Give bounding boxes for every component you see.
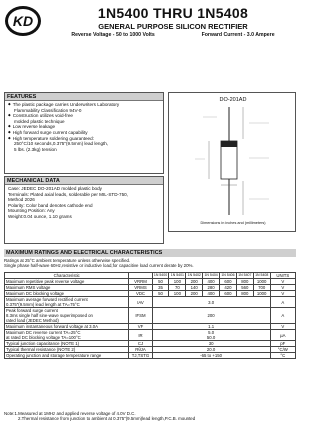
- feature-item: ◆ Low reverse leakage: [8, 124, 160, 130]
- row-value: 700: [253, 285, 270, 291]
- col-device: 1N 5402: [187, 272, 201, 277]
- row-symbol: VRMS: [129, 285, 152, 291]
- row-value: 800: [236, 279, 253, 285]
- row-unit: A: [270, 308, 295, 324]
- row-label-line: Maximum average forward rectified current: [6, 297, 88, 302]
- feature-item: 5 lbs. (2.3kg) tension: [14, 146, 57, 152]
- row-label-line: Maximum DC reverse current TA=25°C: [6, 330, 81, 335]
- row-value: 200: [186, 279, 203, 285]
- row-label: Operating junction and storage temperature range: [5, 353, 129, 359]
- row-label: Maximum RMS voltage: [5, 285, 129, 291]
- ratings-table: [4, 272, 296, 359]
- feature-item: ◆ The plastic package carries Underwriters Laboratory: [8, 102, 160, 108]
- row-label: [5, 297, 129, 308]
- row-unit: V: [270, 279, 295, 285]
- kd-logo: [4, 5, 42, 37]
- feature-item: molded plastic technique: [14, 118, 65, 124]
- row-symbol: RθJA: [129, 347, 152, 353]
- note-line: 2.Thermal resistance from junction to ambient at 0.375"(9.5mm)lead length,P.C.B. mounted: [18, 416, 196, 422]
- table-row: [5, 330, 296, 341]
- note-line: Note:1.Measured at 1MHz and applied reverse voltage of 4.0V D.C.: [4, 411, 136, 416]
- features-list: [5, 101, 163, 153]
- page-title: 1N5400 THRU 1N5408: [97, 5, 249, 21]
- row-value: 600: [220, 291, 237, 297]
- mechanical-panel: [4, 176, 164, 244]
- ratings-note-line: Ratings at 25°C ambient temperature unless otherwise specified.: [4, 258, 131, 263]
- feature-item: Flammability Classification 94V-0: [14, 107, 82, 113]
- col-device: 1N 5407: [238, 272, 252, 277]
- row-value: 200: [152, 308, 270, 324]
- row-unit: °C: [270, 353, 295, 359]
- row-symbol: TJ,TSTG: [129, 353, 152, 359]
- row-symbol: VF: [129, 324, 152, 330]
- mechanical-item: Terminals: Plated axial leads, solderable per MIL-STD-750,: [8, 191, 129, 197]
- col-characteristic: Characteristic: [5, 273, 129, 279]
- mechanical-list: [5, 185, 163, 221]
- row-label-line: at rated DC blocking voltage TA=100°C: [6, 335, 81, 340]
- row-value: 1.1: [152, 324, 270, 330]
- row-value: 70: [169, 285, 186, 291]
- feature-item: ◆ High temperature soldering guaranteed:: [8, 136, 160, 142]
- subtitle: GENERAL PURPOSE SILICON RECTIFIER: [98, 22, 248, 31]
- row-value: 800: [236, 291, 253, 297]
- col-device: 1N 5406: [221, 272, 235, 277]
- row-value: 1000: [253, 279, 270, 285]
- row-value: 280: [203, 285, 220, 291]
- row-unit: °C/W: [270, 347, 295, 353]
- ratings-note-line: Single phase half-wave 60Hz,resistive or inductive load,for capacitive load current derate by 20%.: [4, 263, 194, 269]
- col-device: 1N 5401: [170, 272, 184, 277]
- package-label: DO-201AD: [219, 97, 247, 103]
- svg-text:KD: KD: [12, 13, 34, 29]
- row-symbol: IFSM: [129, 308, 152, 324]
- package-panel: [168, 92, 296, 232]
- mechanical-item: Mounting Position: Any: [8, 208, 55, 214]
- row-value: 140: [186, 285, 203, 291]
- ratings-title: MAXIMUM RATINGS AND ELECTRICAL CHARACTERISTICS: [4, 249, 296, 257]
- row-label-line: rated load (JEDEC Method): [6, 318, 59, 323]
- row-value: 20.0: [152, 347, 270, 353]
- mechanical-item: Method 2026: [8, 197, 35, 203]
- spec-line: [48, 32, 298, 38]
- row-value: 100: [169, 279, 186, 285]
- ratings-note: [4, 258, 296, 269]
- row-value: 1000: [253, 291, 270, 297]
- row-label-line: Peak forward surge current: [6, 308, 58, 313]
- feature-item: ◆ Construction utilizes void-free: [8, 113, 160, 119]
- row-unit: A: [270, 297, 295, 308]
- row-symbol: IR: [129, 330, 152, 341]
- row-value: 400: [203, 291, 220, 297]
- features-panel: [4, 92, 164, 174]
- row-value: 50: [152, 279, 169, 285]
- row-symbol: CJ: [129, 341, 152, 347]
- row-label: Maximum DC blocking voltage: [5, 291, 129, 297]
- row-label: [5, 330, 129, 341]
- row-label: Maximum repetitive peak reverse voltage: [5, 279, 129, 285]
- table-row: [5, 297, 296, 308]
- row-symbol: VRRM: [129, 279, 152, 285]
- row-label: Typical thermal resistance (NOTE 2): [5, 347, 129, 353]
- row-value: 30: [152, 341, 270, 347]
- mechanical-item: Polarity: Color band denotes cathode end: [8, 202, 93, 208]
- row-symbol: VDC: [129, 291, 152, 297]
- row-symbol: IAV: [129, 297, 152, 308]
- package-drawing: [169, 103, 297, 219]
- col-device: 1N 5404: [204, 272, 218, 277]
- row-value: -65 to +150: [152, 353, 270, 359]
- dimension-note: Dimensions in inches and (millimeters): [200, 221, 266, 225]
- feature-item: 250°C/10 seconds,0.375"(9.5mm) lead length,: [14, 141, 109, 147]
- row-unit: pF: [270, 341, 295, 347]
- row-label: Typical junction capacitance (NOTE 1): [5, 341, 129, 347]
- row-value: 100: [169, 291, 186, 297]
- features-title: FEATURES: [5, 93, 163, 101]
- col-device: 1N 5408: [255, 272, 269, 277]
- notes: [4, 411, 296, 422]
- row-value: 600: [220, 279, 237, 285]
- row-value-line: 5.0: [208, 330, 215, 335]
- row-value: 200: [186, 291, 203, 297]
- mechanical-item: Weight:0.04 ounce, 1.10 grams: [8, 213, 72, 219]
- row-value: 400: [203, 279, 220, 285]
- row-unit: V: [270, 324, 295, 330]
- row-value: 420: [220, 285, 237, 291]
- row-unit: V: [270, 291, 295, 297]
- feature-item: ◆ High forward surge current capability: [8, 130, 160, 136]
- row-value-line: 50.0: [206, 335, 216, 340]
- row-label: [5, 308, 129, 324]
- table-row: [5, 308, 296, 324]
- row-label-line: 0.375"(9.5mm) lead length at TA=75°C: [6, 302, 80, 307]
- row-unit: V: [270, 285, 295, 291]
- row-value: 560: [236, 285, 253, 291]
- mechanical-item: Case: JEDEC DO-201AD molded plastic body: [8, 186, 102, 191]
- mechanical-title: MECHANICAL DATA: [5, 177, 163, 185]
- row-value: 3.0: [152, 297, 270, 308]
- table-row: [5, 353, 296, 359]
- reverse-voltage: Reverse Voltage - 50 to 1000 Volts: [71, 32, 155, 38]
- row-value: 35: [152, 285, 169, 291]
- forward-current: Forward Current - 3.0 Ampere: [201, 32, 275, 38]
- ratings-body: [5, 279, 296, 359]
- row-value: 50: [152, 291, 169, 297]
- col-units: UNITS: [270, 273, 295, 279]
- row-label: Maximum instantaneous forward voltage at 3.0A: [5, 324, 129, 330]
- row-label-line: 8.3ms single half sine-wave superimposed on: [6, 313, 93, 318]
- row-unit: µA: [270, 330, 295, 341]
- col-device: 1N 5400: [153, 272, 168, 277]
- row-value: [152, 330, 270, 341]
